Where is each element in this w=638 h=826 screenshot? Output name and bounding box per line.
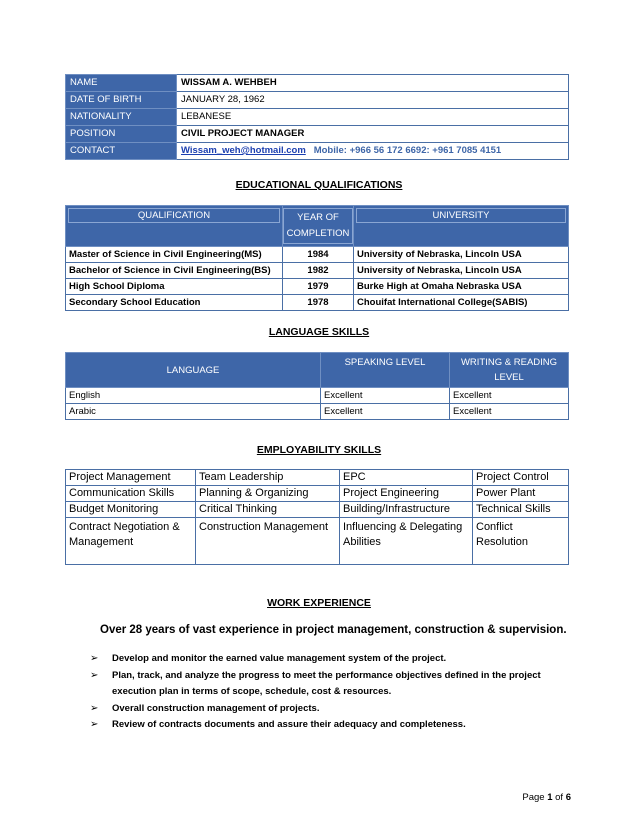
bullet-text: Review of contracts documents and assure their adequacy and completeness.: [112, 719, 466, 730]
qualification-cell: Secondary School Education: [66, 295, 283, 311]
table-row: [66, 502, 569, 518]
year-cell: 1978: [283, 295, 354, 311]
language-cell: Arabic: [66, 404, 321, 420]
year-header: YEAR OF COMPLETION: [283, 206, 354, 247]
skill-cell: Contract Negotiation & Management: [66, 518, 196, 565]
table-row: [66, 109, 569, 126]
writing-cell: Excellent: [450, 404, 569, 420]
skill-cell: EPC: [340, 470, 473, 486]
personal-info-table: [65, 74, 569, 160]
writing-header: WRITING & READING LEVEL: [450, 353, 569, 388]
table-header-row: [66, 206, 569, 247]
mobile-text: Mobile: +966 56 172 6692: +961 7085 4151: [313, 145, 502, 156]
skill-cell: Influencing & Delegating Abilities: [340, 518, 473, 565]
skill-cell: Construction Management: [196, 518, 340, 565]
table-row: [66, 518, 569, 565]
qualification-cell: High School Diploma: [66, 279, 283, 295]
qualification-cell: Master of Science in Civil Engineering(MS): [66, 247, 283, 263]
work-summary: Over 28 years of vast experience in project management, construction & supervision.: [100, 624, 567, 636]
language-cell: English: [66, 388, 321, 404]
university-cell: Chouifat International College(SABIS): [354, 295, 569, 311]
name-label: NAME: [66, 75, 177, 92]
speaking-cell: Excellent: [321, 388, 450, 404]
table-row: [66, 126, 569, 143]
language-header: LANGUAGE: [66, 353, 321, 388]
university-cell: University of Nebraska, Lincoln USA: [354, 247, 569, 263]
qualification-cell: Bachelor of Science in Civil Engineering(BS): [66, 263, 283, 279]
table-row: [66, 486, 569, 502]
writing-cell: Excellent: [450, 388, 569, 404]
work-heading: WORK EXPERIENCE: [267, 597, 371, 609]
skill-cell: Project Engineering: [340, 486, 473, 502]
list-item: [90, 651, 570, 668]
bullet-text: Plan, track, and analyze the progress to meet the performance objectives defined in the project execution plan in terms of scope, schedule, cost & resources.: [112, 669, 541, 697]
speaking-header: SPEAKING LEVEL: [321, 353, 450, 388]
university-header: UNIVERSITY: [354, 206, 569, 247]
arrow-bullet-icon: ➢: [90, 653, 99, 664]
year-cell: 1984: [283, 247, 354, 263]
skill-cell: Budget Monitoring: [66, 502, 196, 518]
year-cell: 1979: [283, 279, 354, 295]
table-row: [66, 404, 569, 420]
arrow-bullet-icon: ➢: [90, 719, 99, 730]
table-row: [66, 247, 569, 263]
employability-heading: EMPLOYABILITY SKILLS: [256, 444, 382, 456]
education-table: [65, 205, 569, 311]
skill-cell: Building/Infrastructure: [340, 502, 473, 518]
skill-cell: Planning & Organizing: [196, 486, 340, 502]
speaking-cell: Excellent: [321, 404, 450, 420]
year-cell: 1982: [283, 263, 354, 279]
skill-cell: Critical Thinking: [196, 502, 340, 518]
university-cell: Burke High at Omaha Nebraska USA: [354, 279, 569, 295]
arrow-bullet-icon: ➢: [90, 702, 99, 714]
education-heading: EDUCATIONAL QUALIFICATIONS: [235, 179, 403, 191]
arrow-bullet-icon: ➢: [90, 669, 99, 681]
list-item: [90, 717, 570, 734]
nationality-value: LEBANESE: [177, 109, 569, 126]
position-value: CIVIL PROJECT MANAGER: [177, 126, 569, 143]
email-link[interactable]: Wissam_weh@hotmail.com: [181, 145, 306, 156]
skill-cell: Power Plant: [473, 486, 569, 502]
table-row: [66, 279, 569, 295]
nationality-label: NATIONALITY: [66, 109, 177, 126]
bullet-text: Overall construction management of projects.: [112, 702, 320, 714]
language-heading: LANGUAGE SKILLS: [268, 326, 370, 338]
contact-value: [177, 143, 569, 160]
list-item: [90, 701, 570, 718]
table-header-row: [66, 353, 569, 388]
skill-cell: Project Control: [473, 470, 569, 486]
qualification-header: QUALIFICATION: [66, 206, 283, 247]
work-bullet-list: [90, 651, 570, 734]
skill-cell: Technical Skills: [473, 502, 569, 518]
page-number: Page 1 of 6: [522, 792, 571, 803]
language-table: [65, 352, 569, 420]
bullet-text: Develop and monitor the earned value management system of the project.: [112, 653, 447, 664]
university-cell: University of Nebraska, Lincoln USA: [354, 263, 569, 279]
employability-table: [65, 469, 569, 565]
contact-label: CONTACT: [66, 143, 177, 160]
table-row: [66, 388, 569, 404]
table-row: [66, 263, 569, 279]
table-row: [66, 470, 569, 486]
skill-cell: Communication Skills: [66, 486, 196, 502]
table-row: [66, 92, 569, 109]
skill-cell: Team Leadership: [196, 470, 340, 486]
table-row: [66, 143, 569, 160]
table-row: [66, 295, 569, 311]
name-value: WISSAM A. WEHBEH: [177, 75, 569, 92]
table-row: [66, 75, 569, 92]
list-item: [90, 668, 570, 701]
position-label: POSITION: [66, 126, 177, 143]
dob-value: JANUARY 28, 1962: [177, 92, 569, 109]
dob-label: DATE OF BIRTH: [66, 92, 177, 109]
skill-cell: Project Management: [66, 470, 196, 486]
skill-cell: Conflict Resolution: [473, 518, 569, 565]
